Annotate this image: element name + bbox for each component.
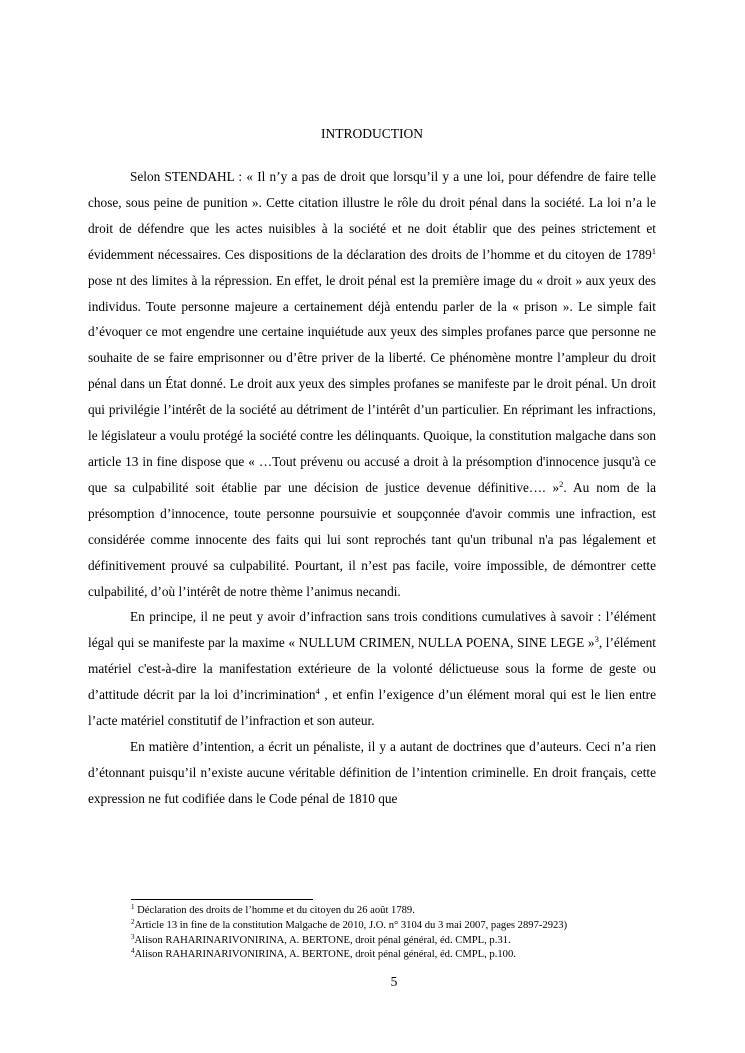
footnote-text: Article 13 in fine de la constitution Malgache de 2010, J.O. n° 3104 du 3 mai 2007, pages 2897-2923): [134, 919, 568, 931]
footnote-number: 4: [131, 947, 135, 956]
footnote-separator: [131, 899, 313, 900]
text-run: . Au nom de la présomption d’innocence, toute personne poursuivie et soupçonnée d'avoir commis une infraction, est considérée comme innocente des faits qui lui sont reprochés tant qu'un tribunal n'a pas légalement et définitivement prouvé sa culpabilité. Pourtant, il n’est pas facile, voire impossible, de démontrer cette culpabilité, d’où l’intérêt de notre thème l’animus necandi.: [88, 479, 656, 599]
paragraph-3: [88, 734, 656, 812]
footnote-4: [131, 948, 691, 963]
text-run: pose nt des limites à la répression. En effet, le droit pénal est la première image du « droit » aux yeux des individus. Toute personne majeure a certainement déjà entendu parler de la « prison ». Le simple fait d’évoquer ce mot engendre une certaine inquiétude aux yeux des simples profanes parce que personne ne souhaite de se faire emprisonner ou d’être priver de la liberté. Ce phénomène montre l’ampleur du droit pénal dans un État donné. Le droit aux yeux des simples profanes se manifeste par le droit pénal. Un droit qui privilégie l’intérêt de la société au détriment de l’intérêt d’un particulier. En réprimant les infractions, le législateur a voulu protégé la société contre les délinquants. Quoique, la constitution malgache dans son article 13 in fine dispose que « …Tout prévenu ou accusé a droit à la présomption d'innocence jusqu'à ce que sa culpabilité soit établie par une décision de justice devenue définitive…. »: [88, 272, 656, 495]
paragraph-1: [88, 164, 656, 604]
page-number: 5: [390, 974, 398, 989]
footnote-ref-2: 2: [559, 478, 564, 489]
paragraph-2: [88, 604, 656, 734]
footnote-2: [131, 919, 691, 934]
footnotes: [131, 904, 691, 963]
footnote-ref-3: 3: [594, 634, 599, 645]
footnote-number: 2: [131, 917, 135, 926]
body-text: [88, 164, 656, 812]
footnote-3: [131, 934, 691, 949]
text-run: En principe, il ne peut y avoir d’infraction sans trois conditions cumulatives à savoir : l’élément légal qui se manifeste par la maxime « NULLUM CRIMEN, NULLA POENA, SINE LEGE »: [88, 609, 656, 651]
footnote-ref-4: 4: [315, 686, 320, 697]
text-run: Selon STENDAHL : « Il n’y a pas de droit que lorsqu’il y a une loi, pour défendre de faire telle chose, sous peine de punition ». Cette citation illustre le rôle du droit pénal dans la société. La loi n’a le droit de défendre que les actes nuisibles à la société et ne doit établir que des peines strictement et évidemment nécessaires. Ces dispositions de la déclaration des droits de l’homme et du citoyen de 1789: [88, 169, 656, 262]
footnote-text: Déclaration des droits de l’homme et du citoyen du 26 août 1789.: [134, 905, 415, 916]
text-run: , et enfin l’exigence d’un élément moral qui est le lien entre l’acte matériel constitutif de l’infraction et son auteur.: [88, 687, 656, 729]
footnote-ref-1: 1: [651, 245, 656, 256]
text-run: , l’élément matériel c'est-à-dire la manifestation extérieure de la volonté délictueuse sous la forme de geste ou d’attitude décrit par la loi d’incrimination: [88, 635, 656, 703]
text-run: En matière d’intention, a écrit un pénaliste, il y a autant de doctrines que d’auteurs. Ceci n’a rien d’étonnant puisqu’il n’existe aucune véritable définition de l’intention criminelle. En droit français, cette expression ne fut codifiée dans le Code pénal de 1810 que: [88, 738, 656, 806]
section-title: INTRODUCTION: [321, 126, 423, 141]
footnote-1: [131, 904, 691, 919]
footnote-text: Alison RAHARINARIVONIRINA, A. BERTONE, droit pénal général, éd. CMPL, p.31.: [134, 934, 511, 946]
footnote-number: 3: [131, 932, 135, 941]
footnote-text: Alison RAHARINARIVONIRINA, A. BERTONE, droit pénal général, éd. CMPL, p.100.: [134, 949, 516, 961]
footnote-number: 1: [131, 903, 135, 911]
